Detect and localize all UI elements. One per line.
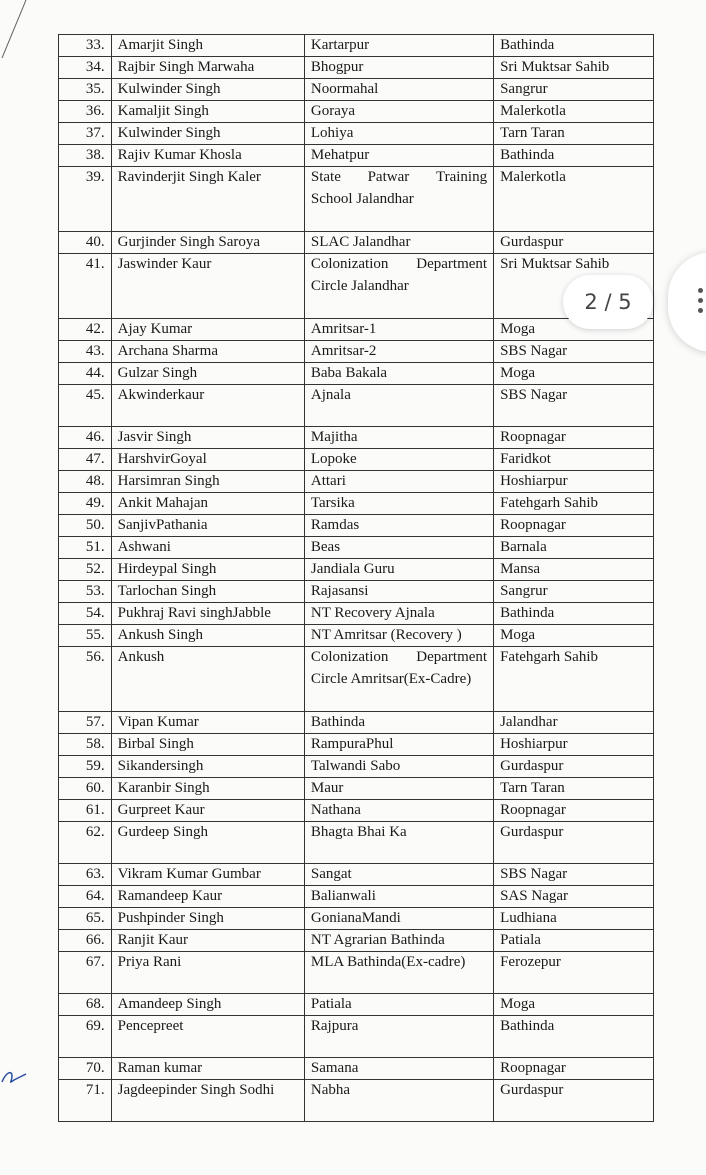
employee-name-cell: Harsimran Singh: [111, 471, 304, 493]
district-cell: Barnala: [494, 537, 654, 559]
employee-name-cell: Pencepreet: [111, 1016, 304, 1058]
district-cell: SBS Nagar: [494, 385, 654, 427]
posting-place-cell: Rajpura: [304, 1016, 493, 1058]
district-cell: Jalandhar: [494, 712, 654, 734]
district-cell: Malerkotla: [494, 167, 654, 232]
employee-name-cell: Ankit Mahajan: [111, 493, 304, 515]
employee-name-cell: Tarlochan Singh: [111, 581, 304, 603]
table-row: [59, 930, 654, 952]
serial-number-cell: 56.: [59, 647, 112, 712]
more-options-button[interactable]: [668, 252, 706, 352]
serial-number-cell: 64.: [59, 886, 112, 908]
table-row: [59, 79, 654, 101]
table-row: [59, 101, 654, 123]
table-row: [59, 647, 654, 712]
table-row: [59, 167, 654, 232]
table-row: [59, 712, 654, 734]
district-cell: Roopnagar: [494, 515, 654, 537]
posting-place-cell: Nathana: [304, 800, 493, 822]
district-cell: Sangrur: [494, 581, 654, 603]
district-cell: Mansa: [494, 559, 654, 581]
district-cell: Roopnagar: [494, 427, 654, 449]
posting-place-cell: Ramdas: [304, 515, 493, 537]
employee-name-cell: Ankush Singh: [111, 625, 304, 647]
serial-number-cell: 54.: [59, 603, 112, 625]
posting-place-cell: Tarsika: [304, 493, 493, 515]
word: State: [310, 169, 341, 185]
employee-name-cell: Birbal Singh: [111, 734, 304, 756]
posting-place-line-2: Circle Jalandhar: [310, 278, 409, 294]
posting-place-line-1: [311, 168, 487, 186]
district-cell: Bathinda: [494, 1016, 654, 1058]
employee-name-cell: Vikram Kumar Gumbar: [111, 864, 304, 886]
serial-number-cell: 39.: [59, 167, 112, 232]
posting-place-cell: Majitha: [304, 427, 493, 449]
employee-name-cell: Gurdeep Singh: [111, 822, 304, 864]
posting-place-cell: Rajasansi: [304, 581, 493, 603]
employee-name-cell: Vipan Kumar: [111, 712, 304, 734]
serial-number-cell: 47.: [59, 449, 112, 471]
posting-place-cell: Bathinda: [304, 712, 493, 734]
district-cell: Hoshiarpur: [494, 471, 654, 493]
table-row: [59, 625, 654, 647]
district-cell: Moga: [494, 994, 654, 1016]
employee-name-cell: SanjivPathania: [111, 515, 304, 537]
table-row: [59, 908, 654, 930]
serial-number-cell: 49.: [59, 493, 112, 515]
table-row: [59, 559, 654, 581]
serial-number-cell: 67.: [59, 952, 112, 994]
table-row: [59, 756, 654, 778]
table-row: [59, 778, 654, 800]
district-cell: SAS Nagar: [494, 886, 654, 908]
posting-place-cell: Lohiya: [304, 123, 493, 145]
district-cell: Bathinda: [494, 145, 654, 167]
serial-number-cell: 45.: [59, 385, 112, 427]
employee-name-cell: Gulzar Singh: [111, 363, 304, 385]
posting-place-cell: Balianwali: [304, 886, 493, 908]
district-cell: Gurdaspur: [494, 756, 654, 778]
table-row: [59, 886, 654, 908]
posting-place-cell: [304, 254, 493, 319]
posting-place-cell: Maur: [304, 778, 493, 800]
table-row: [59, 822, 654, 864]
serial-number-cell: 65.: [59, 908, 112, 930]
posting-place-cell: RampuraPhul: [304, 734, 493, 756]
employee-name-cell: Kamaljit Singh: [111, 101, 304, 123]
employee-name-cell: Pushpinder Singh: [111, 908, 304, 930]
table-row: [59, 493, 654, 515]
serial-number-cell: 36.: [59, 101, 112, 123]
serial-number-cell: 35.: [59, 79, 112, 101]
district-cell: Tarn Taran: [494, 778, 654, 800]
serial-number-cell: 51.: [59, 537, 112, 559]
serial-number-cell: 68.: [59, 994, 112, 1016]
posting-place-cell: Bhogpur: [304, 57, 493, 79]
posting-place-cell: Mehatpur: [304, 145, 493, 167]
employee-name-cell: Ravinderjit Singh Kaler: [111, 167, 304, 232]
page-indicator-text: 2 / 5: [584, 290, 632, 314]
employee-name-cell: Amarjit Singh: [111, 35, 304, 57]
serial-number-cell: 70.: [59, 1058, 112, 1080]
serial-number-cell: 34.: [59, 57, 112, 79]
word: Department: [416, 649, 488, 665]
district-cell: Moga: [494, 625, 654, 647]
word: Department: [416, 256, 488, 272]
table-row: [59, 537, 654, 559]
employee-name-cell: Rajbir Singh Marwaha: [111, 57, 304, 79]
posting-place-cell: Beas: [304, 537, 493, 559]
employee-name-cell: Sikandersingh: [111, 756, 304, 778]
serial-number-cell: 33.: [59, 35, 112, 57]
district-cell: Malerkotla: [494, 101, 654, 123]
pen-stroke-mark: [0, 0, 40, 60]
posting-place-cell: Baba Bakala: [304, 363, 493, 385]
posting-place-line-1: [311, 255, 487, 273]
posting-place-cell: Talwandi Sabo: [304, 756, 493, 778]
district-cell: Bathinda: [494, 603, 654, 625]
table-row: [59, 471, 654, 493]
posting-place-cell: NT Agrarian Bathinda: [304, 930, 493, 952]
employee-name-cell: Gurpreet Kaur: [111, 800, 304, 822]
district-cell: Bathinda: [494, 35, 654, 57]
district-cell: Roopnagar: [494, 800, 654, 822]
district-cell: Gurdaspur: [494, 232, 654, 254]
employee-name-cell: Akwinderkaur: [111, 385, 304, 427]
more-vert-icon: [698, 288, 704, 313]
employee-name-cell: Kulwinder Singh: [111, 123, 304, 145]
employee-name-cell: Ramandeep Kaur: [111, 886, 304, 908]
posting-place-cell: Patiala: [304, 994, 493, 1016]
employee-name-cell: Amandeep Singh: [111, 994, 304, 1016]
employee-name-cell: Pukhraj Ravi singhJabble: [111, 603, 304, 625]
table-row: [59, 864, 654, 886]
posting-place-cell: Bhagta Bhai Ka: [304, 822, 493, 864]
table-row: [59, 1016, 654, 1058]
employee-name-cell: Jaswinder Kaur: [111, 254, 304, 319]
district-cell: SBS Nagar: [494, 864, 654, 886]
serial-number-cell: 59.: [59, 756, 112, 778]
posting-place-cell: Kartarpur: [304, 35, 493, 57]
employee-name-cell: Jagdeepinder Singh Sodhi: [111, 1080, 304, 1122]
table-row: [59, 1058, 654, 1080]
employee-name-cell: Hirdeypal Singh: [111, 559, 304, 581]
page-indicator: [563, 275, 653, 329]
serial-number-cell: 71.: [59, 1080, 112, 1122]
district-cell: SBS Nagar: [494, 341, 654, 363]
table-row: [59, 123, 654, 145]
employee-name-cell: Ankush: [111, 647, 304, 712]
posting-place-cell: Sangat: [304, 864, 493, 886]
serial-number-cell: 55.: [59, 625, 112, 647]
district-cell: Sangrur: [494, 79, 654, 101]
district-cell: Faridkot: [494, 449, 654, 471]
posting-place-line-2: School Jalandhar: [310, 191, 414, 207]
table-row: [59, 734, 654, 756]
serial-number-cell: 46.: [59, 427, 112, 449]
district-cell: Ferozepur: [494, 952, 654, 994]
employee-name-cell: HarshvirGoyal: [111, 449, 304, 471]
district-cell: Fatehgarh Sahib: [494, 647, 654, 712]
employee-name-cell: Kulwinder Singh: [111, 79, 304, 101]
table-row: [59, 57, 654, 79]
employee-name-cell: Raman kumar: [111, 1058, 304, 1080]
serial-number-cell: 44.: [59, 363, 112, 385]
word: Training: [435, 169, 488, 185]
employee-name-cell: Ranjit Kaur: [111, 930, 304, 952]
table-row: [59, 581, 654, 603]
employee-name-cell: Gurjinder Singh Saroya: [111, 232, 304, 254]
serial-number-cell: 61.: [59, 800, 112, 822]
posting-table: [58, 34, 654, 1122]
table-row: [59, 1080, 654, 1122]
district-cell: Moga: [494, 319, 654, 341]
word: Colonization: [310, 649, 389, 665]
signature-scribble: [0, 1060, 30, 1090]
posting-place-cell: SLAC Jalandhar: [304, 232, 493, 254]
serial-number-cell: 58.: [59, 734, 112, 756]
employee-name-cell: Rajiv Kumar Khosla: [111, 145, 304, 167]
serial-number-cell: 40.: [59, 232, 112, 254]
district-cell: Moga: [494, 363, 654, 385]
table-row: [59, 449, 654, 471]
posting-place-cell: Ajnala: [304, 385, 493, 427]
table-row: [59, 427, 654, 449]
table-row: [59, 603, 654, 625]
serial-number-cell: 38.: [59, 145, 112, 167]
posting-place-cell: NT Recovery Ajnala: [304, 603, 493, 625]
employee-name-cell: Archana Sharma: [111, 341, 304, 363]
serial-number-cell: 60.: [59, 778, 112, 800]
posting-place-cell: [304, 647, 493, 712]
posting-place-cell: MLA Bathinda(Ex-cadre): [304, 952, 493, 994]
posting-place-cell: Amritsar-1: [304, 319, 493, 341]
table-row: [59, 994, 654, 1016]
table-row: [59, 515, 654, 537]
employee-name-cell: Jasvir Singh: [111, 427, 304, 449]
serial-number-cell: 69.: [59, 1016, 112, 1058]
serial-number-cell: 37.: [59, 123, 112, 145]
table-row: [59, 385, 654, 427]
posting-place-cell: Nabha: [304, 1080, 493, 1122]
table-row: [59, 319, 654, 341]
district-cell: Sri Muktsar Sahib: [494, 254, 654, 319]
posting-place-cell: Jandiala Guru: [304, 559, 493, 581]
word: Colonization: [310, 256, 389, 272]
posting-place-line-1: [311, 648, 487, 666]
posting-place-cell: [304, 167, 493, 232]
posting-place-cell: GonianaMandi: [304, 908, 493, 930]
district-cell: Roopnagar: [494, 1058, 654, 1080]
posting-place-cell: NT Amritsar (Recovery ): [304, 625, 493, 647]
serial-number-cell: 42.: [59, 319, 112, 341]
employee-name-cell: Ajay Kumar: [111, 319, 304, 341]
posting-place-cell: Goraya: [304, 101, 493, 123]
table-row: [59, 952, 654, 994]
serial-number-cell: 52.: [59, 559, 112, 581]
table-row: [59, 232, 654, 254]
district-cell: Gurdaspur: [494, 822, 654, 864]
district-cell: Ludhiana: [494, 908, 654, 930]
serial-number-cell: 48.: [59, 471, 112, 493]
district-cell: Hoshiarpur: [494, 734, 654, 756]
district-cell: Gurdaspur: [494, 1080, 654, 1122]
table-row: [59, 363, 654, 385]
district-cell: Sri Muktsar Sahib: [494, 57, 654, 79]
serial-number-cell: 66.: [59, 930, 112, 952]
posting-place-cell: Attari: [304, 471, 493, 493]
serial-number-cell: 62.: [59, 822, 112, 864]
district-cell: Patiala: [494, 930, 654, 952]
table-row: [59, 145, 654, 167]
serial-number-cell: 50.: [59, 515, 112, 537]
posting-place-cell: Amritsar-2: [304, 341, 493, 363]
word: Patwar: [367, 169, 410, 185]
district-cell: Fatehgarh Sahib: [494, 493, 654, 515]
district-cell: Tarn Taran: [494, 123, 654, 145]
serial-number-cell: 57.: [59, 712, 112, 734]
posting-place-line-2: Circle Amritsar(Ex-Cadre): [310, 671, 472, 687]
employee-name-cell: Ashwani: [111, 537, 304, 559]
serial-number-cell: 63.: [59, 864, 112, 886]
table-row: [59, 800, 654, 822]
serial-number-cell: 41.: [59, 254, 112, 319]
table-row: [59, 35, 654, 57]
employee-name-cell: Karanbir Singh: [111, 778, 304, 800]
employee-name-cell: Priya Rani: [111, 952, 304, 994]
serial-number-cell: 53.: [59, 581, 112, 603]
posting-place-cell: Samana: [304, 1058, 493, 1080]
serial-number-cell: 43.: [59, 341, 112, 363]
posting-place-cell: Lopoke: [304, 449, 493, 471]
table-row: [59, 341, 654, 363]
posting-place-cell: Noormahal: [304, 79, 493, 101]
